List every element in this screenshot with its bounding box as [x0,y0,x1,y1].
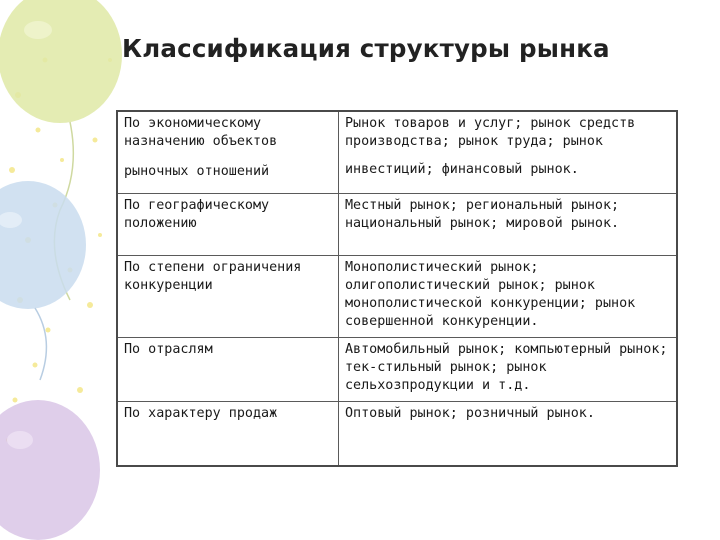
table-row [117,401,677,466]
classification-table [116,110,678,467]
slide-title: Классификация структуры рынка [122,34,610,63]
criterion-cell [117,111,339,193]
criterion-text-continued: рыночных отношений [124,164,270,179]
market-types-text: Рынок товаров и услуг; рынок средств производства; рынок труда; рынок [345,116,636,149]
criterion-text: По экономическому назначению объектов [124,116,278,149]
table-row [117,111,677,193]
market-types-cell: Автомобильный рынок; компьютерный рынок; тек-стильный рынок; рынок сельхозпродукции и т.д. [339,337,678,401]
blue-balloon-icon [0,181,86,380]
market-types-cell: Монополистический рынок; олигополистический рынок; рынок монополистической конкуренции; рынок совершенной конкуренции. [339,255,678,337]
table-row [117,337,677,401]
market-types-text-continued: инвестиций; финансовый рынок. [345,162,579,177]
criterion-cell: По степени ограничения конкуренции [117,255,339,337]
criterion-cell: По отраслям [117,337,339,401]
table-row [117,193,677,255]
market-types-cell: Местный рынок; региональный рынок; национальный рынок; мировой рынок. [339,193,678,255]
market-types-cell [339,111,678,193]
table-row [117,255,677,337]
criterion-cell: По географическому положению [117,193,339,255]
purple-balloon-icon [0,400,100,540]
market-types-cell: Оптовый рынок; розничный рынок. [339,401,678,466]
criterion-cell: По характеру продаж [117,401,339,466]
